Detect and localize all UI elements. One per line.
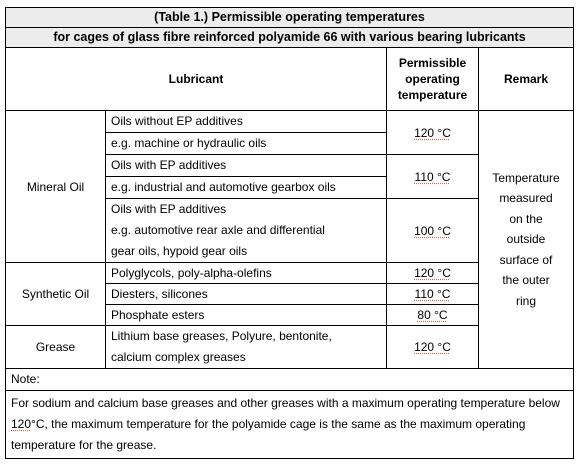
synthetic-row-1-temp-value: 120 °C: [414, 266, 451, 280]
synthetic-row-2-temp: [387, 284, 479, 305]
group-mineral-oil: Mineral Oil: [6, 111, 106, 263]
synthetic-row-3-temp: [387, 305, 479, 326]
grease-row-1-line-b: calcium complex greases: [111, 350, 246, 364]
grease-row-1-temp-value: 120 °C: [414, 340, 451, 354]
remark-line-3: on the: [509, 211, 543, 226]
mineral-row-3-line-a: Oils with EP additives: [111, 202, 227, 216]
grease-row-1: [106, 326, 387, 369]
header-permissible-line-1: Permissible: [398, 56, 467, 70]
remark-cell: [479, 111, 574, 369]
table-title-line-1: (Table 1.) Permissible operating temperatures: [6, 8, 574, 28]
mineral-row-1-line-b: e.g. machine or hydraulic oils: [106, 132, 386, 154]
remark-line-2: measured: [499, 191, 553, 206]
mineral-row-2-line-b: e.g. industrial and automotive gearbox oils: [106, 176, 386, 198]
synthetic-row-2-temp-value: 110 °C: [414, 287, 451, 301]
mineral-row-1-temp-value: 120 °C: [414, 125, 451, 140]
remark-line-4: outside: [506, 232, 546, 247]
header-remark: Remark: [479, 48, 574, 111]
mineral-row-1-temp: [387, 111, 479, 155]
header-lubricant: Lubricant: [6, 48, 387, 111]
note-text-degree: 120: [11, 417, 32, 431]
lubricant-temperature-table: [5, 7, 574, 459]
remark-line-6: the outer: [502, 273, 550, 288]
mineral-row-2: [106, 155, 387, 199]
mineral-row-2-line-a: Oils with EP additives: [111, 158, 227, 172]
note-text-part-b: °C, the maximum temperature for the polyamide cage is the same as the maximum operating temperature for the grease.: [11, 417, 526, 452]
lubricant-temperature-table-container: [5, 7, 573, 459]
group-synthetic-oil: Synthetic Oil: [6, 263, 106, 326]
mineral-row-1-line-a: Oils without EP additives: [111, 114, 243, 128]
synthetic-row-3-temp-value: 80 °C: [417, 308, 448, 322]
mineral-row-3-line-c: gear oils, hypoid gear oils: [111, 244, 248, 258]
mineral-row-3-line-b: e.g. automotive rear axle and differential: [111, 223, 325, 237]
mineral-row-2-temp-value: 110 °C: [414, 169, 451, 184]
synthetic-row-2: Diesters, silicones: [106, 284, 387, 305]
synthetic-row-1: Polyglycols, poly-alpha-olefins: [106, 263, 387, 284]
table-title-line-2: for cages of glass fibre reinforced polyamide 66 with various bearing lubricants: [6, 28, 574, 48]
remark-line-1: Temperature: [492, 170, 560, 185]
grease-row-1-temp: [387, 326, 479, 369]
header-permissible-line-3: temperature: [397, 88, 468, 102]
header-permissible-temperature: [387, 48, 479, 111]
mineral-row-2-temp: [387, 155, 479, 199]
mineral-row-3-temp: [387, 199, 479, 263]
note-label: Note:: [6, 369, 574, 391]
synthetic-row-3: Phosphate esters: [106, 305, 387, 326]
remark-line-5: surface of: [499, 252, 553, 267]
note-text: [6, 391, 574, 459]
mineral-row-3-temp-value: 100 °C: [414, 223, 451, 238]
grease-row-1-line-a: Lithium base greases, Polyure, bentonite,: [111, 329, 332, 343]
mineral-row-3: [106, 199, 387, 263]
remark-line-7: ring: [515, 293, 536, 308]
mineral-row-1: [106, 111, 387, 155]
header-permissible-line-2: operating: [405, 72, 460, 86]
synthetic-row-1-temp: [387, 263, 479, 284]
note-text-part-a: For sodium and calcium base greases and other greases with a maximum operating temperature below: [11, 396, 560, 410]
group-grease: Grease: [6, 326, 106, 369]
